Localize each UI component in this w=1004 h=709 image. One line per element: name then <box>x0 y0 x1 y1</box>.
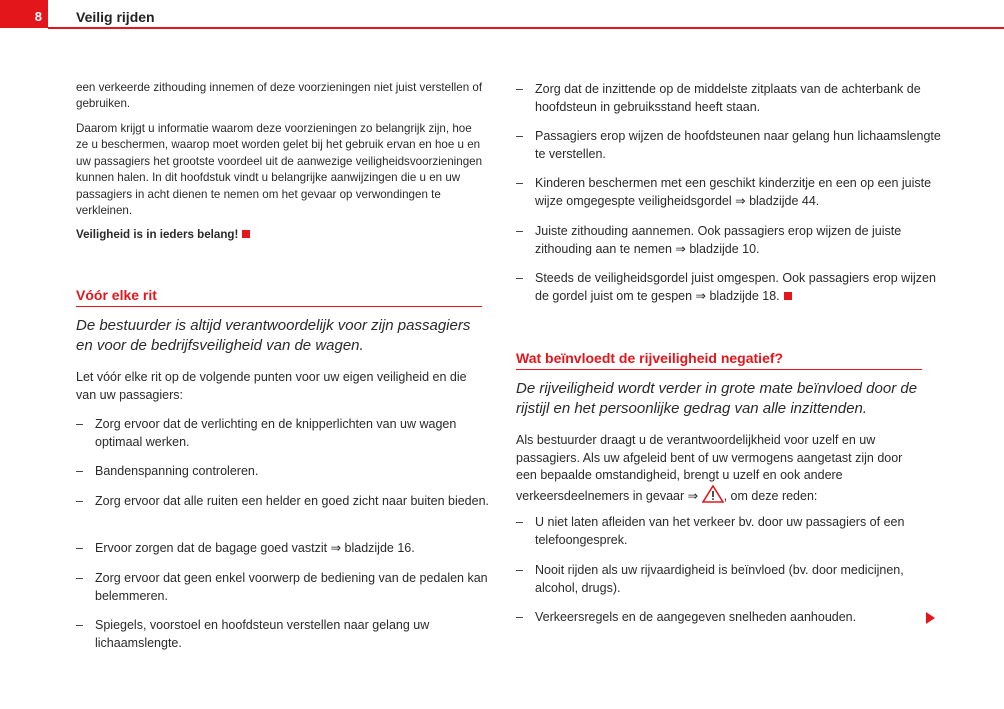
dash: – <box>76 494 83 508</box>
dash: – <box>76 464 83 478</box>
list-item <box>516 128 945 163</box>
section-lead: De rijveiligheid wordt verder in grote mate beïnvloed door de rijstijl en het persoonlijke gedrag van alle inzittenden. <box>516 380 918 417</box>
list-item <box>516 81 945 116</box>
list-item <box>76 540 505 558</box>
bold-statement <box>76 227 486 243</box>
list-item <box>516 175 945 210</box>
page-number-box <box>0 0 48 28</box>
list-item-text: Passagiers erop wijzen de hoofdsteunen naar gelang hun lichaamslengte te verstellen. <box>535 129 941 161</box>
dash: – <box>516 271 523 285</box>
list-item <box>516 609 945 627</box>
list-item <box>516 514 945 549</box>
paragraph-text: Als bestuurder draagt u de verantwoordelijkheid voor uzelf en uw passagiers. Als uw afgeleid bent of uw vermogens aangetast zijn door een bepaalde omstandigheid, brengt u uzelf en ook andere verkeersdeelnemers in gevaar ⇒ <box>516 433 903 503</box>
warning-triangle-icon[interactable] <box>702 485 724 503</box>
dash: – <box>516 82 523 96</box>
paragraph: Let vóór elke rit op de volgende punten voor uw eigen veiligheid en die van uw passagiers: <box>76 370 467 402</box>
list-item <box>76 416 505 451</box>
list-item-text: Verkeersregels en de aangegeven snelheden aanhouden. <box>535 610 857 624</box>
list-item-text: Bandenspanning controleren. <box>95 464 259 478</box>
dash: – <box>516 610 523 624</box>
list-item-text: Steeds de veiligheidsgordel juist omgespen. Ook passagiers erop wijzen de gordel juist om te gespen ⇒ bladzijde 18. <box>535 271 936 303</box>
end-marker-icon <box>784 292 792 300</box>
dash: – <box>76 571 83 585</box>
list-item <box>516 270 945 305</box>
end-marker-icon <box>242 230 250 238</box>
chapter-title: Veilig rijden <box>76 9 155 25</box>
list-item-text: U niet laten afleiden van het verkeer bv. door uw passagiers of een telefoongesprek. <box>535 515 905 547</box>
list-item <box>76 493 505 511</box>
list-item-text: Zorg ervoor dat geen enkel voorwerp de bediening van de pedalen kan belemmeren. <box>95 571 488 603</box>
dash: – <box>76 618 83 632</box>
list-item-text: Ervoor zorgen dat de bagage goed vastzit ⇒ bladzijde 16. <box>95 541 415 555</box>
list-item <box>76 570 505 605</box>
section-heading: Vóór elke rit <box>76 287 482 307</box>
dash: – <box>76 541 83 555</box>
paragraph: Daarom krijgt u informatie waarom deze voorzieningen zo belangrijk zijn, hoe ze u beschermen, waarop moet worden gelet bij het gebruik ervan en hoe u en uw passagiers het grootste voordeel uit de aanwezige veiligheidsvoorzieningen kunnen halen. In dit hoofdstuk vindt u belangrijke aanwijzingen die u en uw passagiers in acht dienen te nemen om het gevaar op verwondingen te verkleinen. <box>76 122 483 218</box>
dash: – <box>516 224 523 238</box>
list-item-text: Zorg dat de inzittende op de middelste zitplaats van de achterbank de hoofdsteun in gebruiksstand heeft staan. <box>535 82 921 114</box>
dash: – <box>76 417 83 431</box>
list-item-text: Spiegels, voorstoel en hoofdsteun verstellen naar gelang uw lichaamslengte. <box>95 618 430 650</box>
list-item-text: Nooit rijden als uw rijvaardigheid is beïnvloed (bv. door medicijnen, alcohol, drugs). <box>535 563 904 595</box>
paragraph <box>516 432 926 505</box>
dash: – <box>516 563 523 577</box>
continue-arrow-icon <box>926 612 935 624</box>
list-item-text: Zorg ervoor dat de verlichting en de knipperlichten van uw wagen optimaal werken. <box>95 417 457 449</box>
paragraph: een verkeerde zithouding innemen of deze voorzieningen niet juist verstellen of gebruiken. <box>76 81 483 111</box>
dash: – <box>516 129 523 143</box>
paragraph-text: , om deze reden: <box>723 488 818 503</box>
dash: – <box>516 176 523 190</box>
list-item-text: Kinderen beschermen met een geschikt kinderzitje en een op een juiste wijze omgegespte veiligheidsgordel ⇒ bladzijde 44. <box>535 176 932 208</box>
list-item-text: Juiste zithouding aannemen. Ook passagiers erop wijzen de juiste zithouding aan te nemen ⇒ bladzijde 10. <box>535 224 902 256</box>
list-item <box>76 617 505 652</box>
header-rule <box>48 27 1004 29</box>
list-item <box>516 562 945 597</box>
dash: – <box>516 515 523 529</box>
section-lead: De bestuurder is altijd verantwoordelijk voor zijn passagiers en voor de bedrijfsveiligheid van de wagen. <box>76 317 471 354</box>
list-item <box>76 463 505 481</box>
section-heading: Wat beïnvloedt de rijveiligheid negatief? <box>516 350 922 370</box>
list-item-text: Zorg ervoor dat alle ruiten een helder en goed zicht naar buiten bieden. <box>95 494 490 508</box>
bold-text: Veiligheid is in ieders belang! <box>76 228 239 241</box>
list-item <box>516 223 945 258</box>
page-number: 8 <box>34 9 42 24</box>
